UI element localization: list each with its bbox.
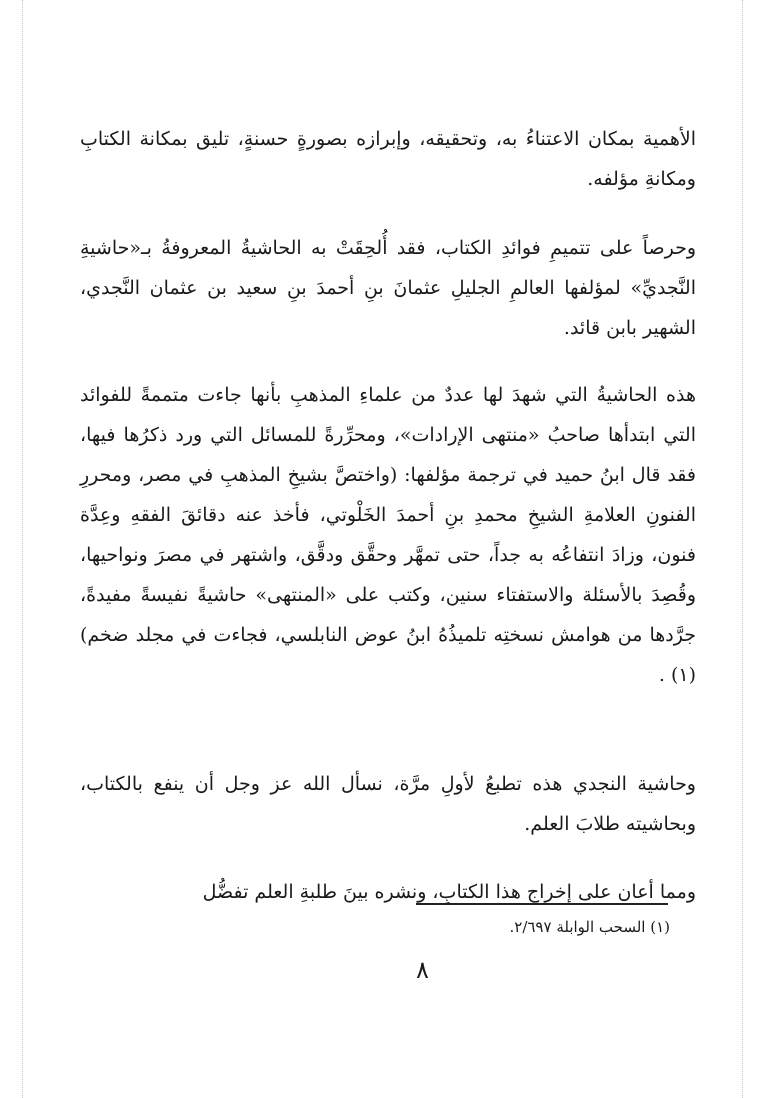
scan-margin-line-right bbox=[742, 0, 743, 1098]
footnote-separator bbox=[416, 903, 668, 905]
scan-margin-line-left bbox=[22, 0, 23, 1098]
page-number: ٨ bbox=[416, 956, 429, 984]
paragraph-1: الأهمية بمكان الاعتناءُ به، وتحقيقه، وإبرازه بصورةٍ حسنةٍ، تليق بمكانة الكتابِ ومكانةِ مؤلفه. bbox=[80, 128, 696, 190]
footnote: (١) السحب الوابلة ٢/٦٩٧. bbox=[509, 918, 670, 936]
paragraph-2: وحرصاً على تتميمِ فوائدِ الكتاب، فقد أُلحِقَتْ به الحاشيةُ المعروفةُ بـ«حاشيةِ النَّجديِّ» لمؤلفها العالمِ الجليلِ عثمانَ بنِ أحمدَ بنِ سعيد بن عثمان النَّجدي، الشهير بابن قائد. bbox=[80, 237, 696, 339]
paragraph-3: هذه الحاشيةُ التي شهدَ لها عددٌ من علماءِ المذهبِ بأنها جاءت متممةً للفوائد التي ابتدأها صاحبُ «منتهى الإرادات»، ومحرِّرةً للمسائل التي ورد ذكرُها فيها، فقد قال ابنُ حميد في ترجمة مؤلفها: (واختصَّ بشيخِ المذهبِ في مصر، ومحررِ الفنونِ العلامةِ الشيخِ محمدِ بنِ أحمدَ الخَلْوتي، فأخذ عنه دقائقَ الفقهِ وعِدَّة فنون، وزادَ انتفاعُه به جداً، حتى تمهَّر وحقَّق ودقَّق، واشتهر في مصرَ ونواحيها، وقُصِدَ بالأسئلة والاستفتاء سنين، وكتب على «المنتهى» حاشيةً نفيسةً مفيدةً، جرَّدها من هوامش نسختِه تلميذُهُ ابنُ عوض النابلسي، فجاءت في مجلد ضخم)(١) . bbox=[80, 384, 696, 686]
paragraph-4: وحاشية النجدي هذه تطبعُ لأولِ مرَّة، نسأل الله عز وجل أن ينفع بالكتاب، وبحاشيته طلابَ العلم. bbox=[80, 773, 696, 835]
paragraph-5: ومما أعان على إخراج هذا الكتابِ، ونشره بينَ طلبةِ العلم تفضُّل bbox=[202, 881, 696, 903]
